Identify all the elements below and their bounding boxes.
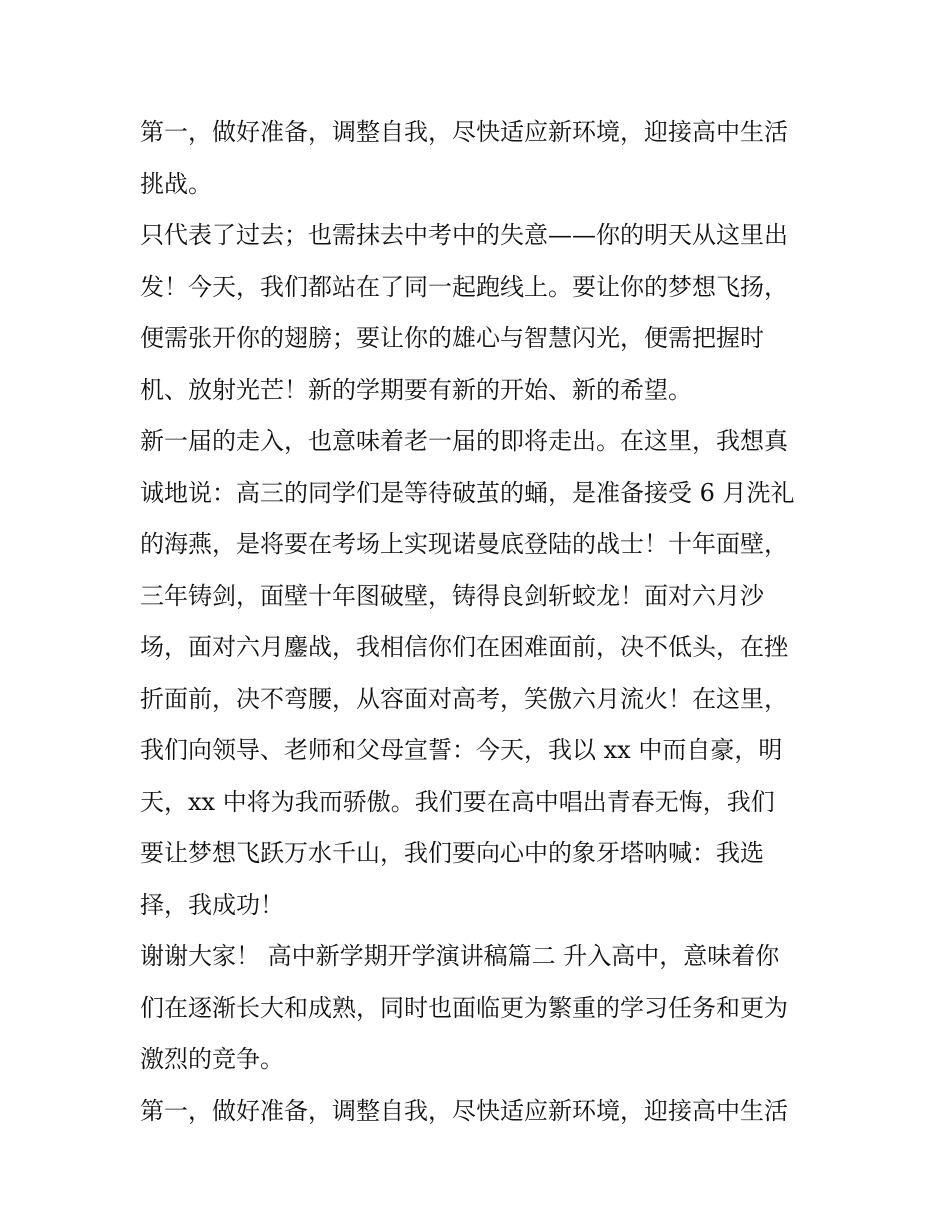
text-line: 新一届的走入，也意味着老一届的即将走出。在这里，我想真 xyxy=(140,427,788,455)
text-line: 折面前，决不弯腰，从容面对高考，笑傲六月流火！在这里， xyxy=(140,684,788,713)
text-line: 挑战。 xyxy=(140,169,212,198)
text-line: 诚地说：高三的同学们是等待破茧的蛹，是准备接受 6 月洗礼 xyxy=(140,478,795,507)
text-line: 发！今天，我们都站在了同一起跑线上。要让你的梦想飞扬， xyxy=(140,272,788,301)
text-line: 天，xx 中将为我而骄傲。我们要在高中唱出青春无悔，我们 xyxy=(140,787,775,816)
text-line: 三年铸剑，面壁十年图破壁，铸得良剑斩蛟龙！面对六月沙 xyxy=(140,581,764,610)
text-line: 第一，做好准备，调整自我，尽快适应新环境，迎接高中生活 xyxy=(140,118,788,146)
document-body xyxy=(140,107,820,1137)
text-line: 的海燕，是将要在考场上实现诺曼底登陆的战士！十年面壁， xyxy=(140,530,788,558)
text-line: 激烈的竞争。 xyxy=(140,1045,284,1073)
text-line: 场，面对六月鏖战，我相信你们在困难面前，决不低头，在挫 xyxy=(140,633,788,661)
text-line: 便需张开你的翅膀；要让你的雄心与智慧闪光，便需把握时 xyxy=(140,324,764,352)
text-line: 只代表了过去；也需抹去中考中的失意——你的明天从这里出 xyxy=(140,221,788,249)
text-line: 谢谢大家！ 高中新学期开学演讲稿篇二 升入高中，意味着你 xyxy=(140,942,780,970)
text-line: 要让梦想飞跃万水千山，我们要向心中的象牙塔呐喊：我选 xyxy=(140,839,764,867)
text-line: 机、放射光芒！新的学期要有新的开始、新的希望。 xyxy=(140,375,692,404)
text-line: 第一，做好准备，调整自我，尽快适应新环境，迎接高中生活 xyxy=(140,1096,788,1125)
text-line: 择，我成功！ xyxy=(140,890,284,919)
text-line: 我们向领导、老师和父母宣誓：今天，我以 xx 中而自豪，明 xyxy=(140,736,783,764)
text-line: 们在逐渐长大和成熟，同时也面临更为繁重的学习任务和更为 xyxy=(140,993,788,1022)
